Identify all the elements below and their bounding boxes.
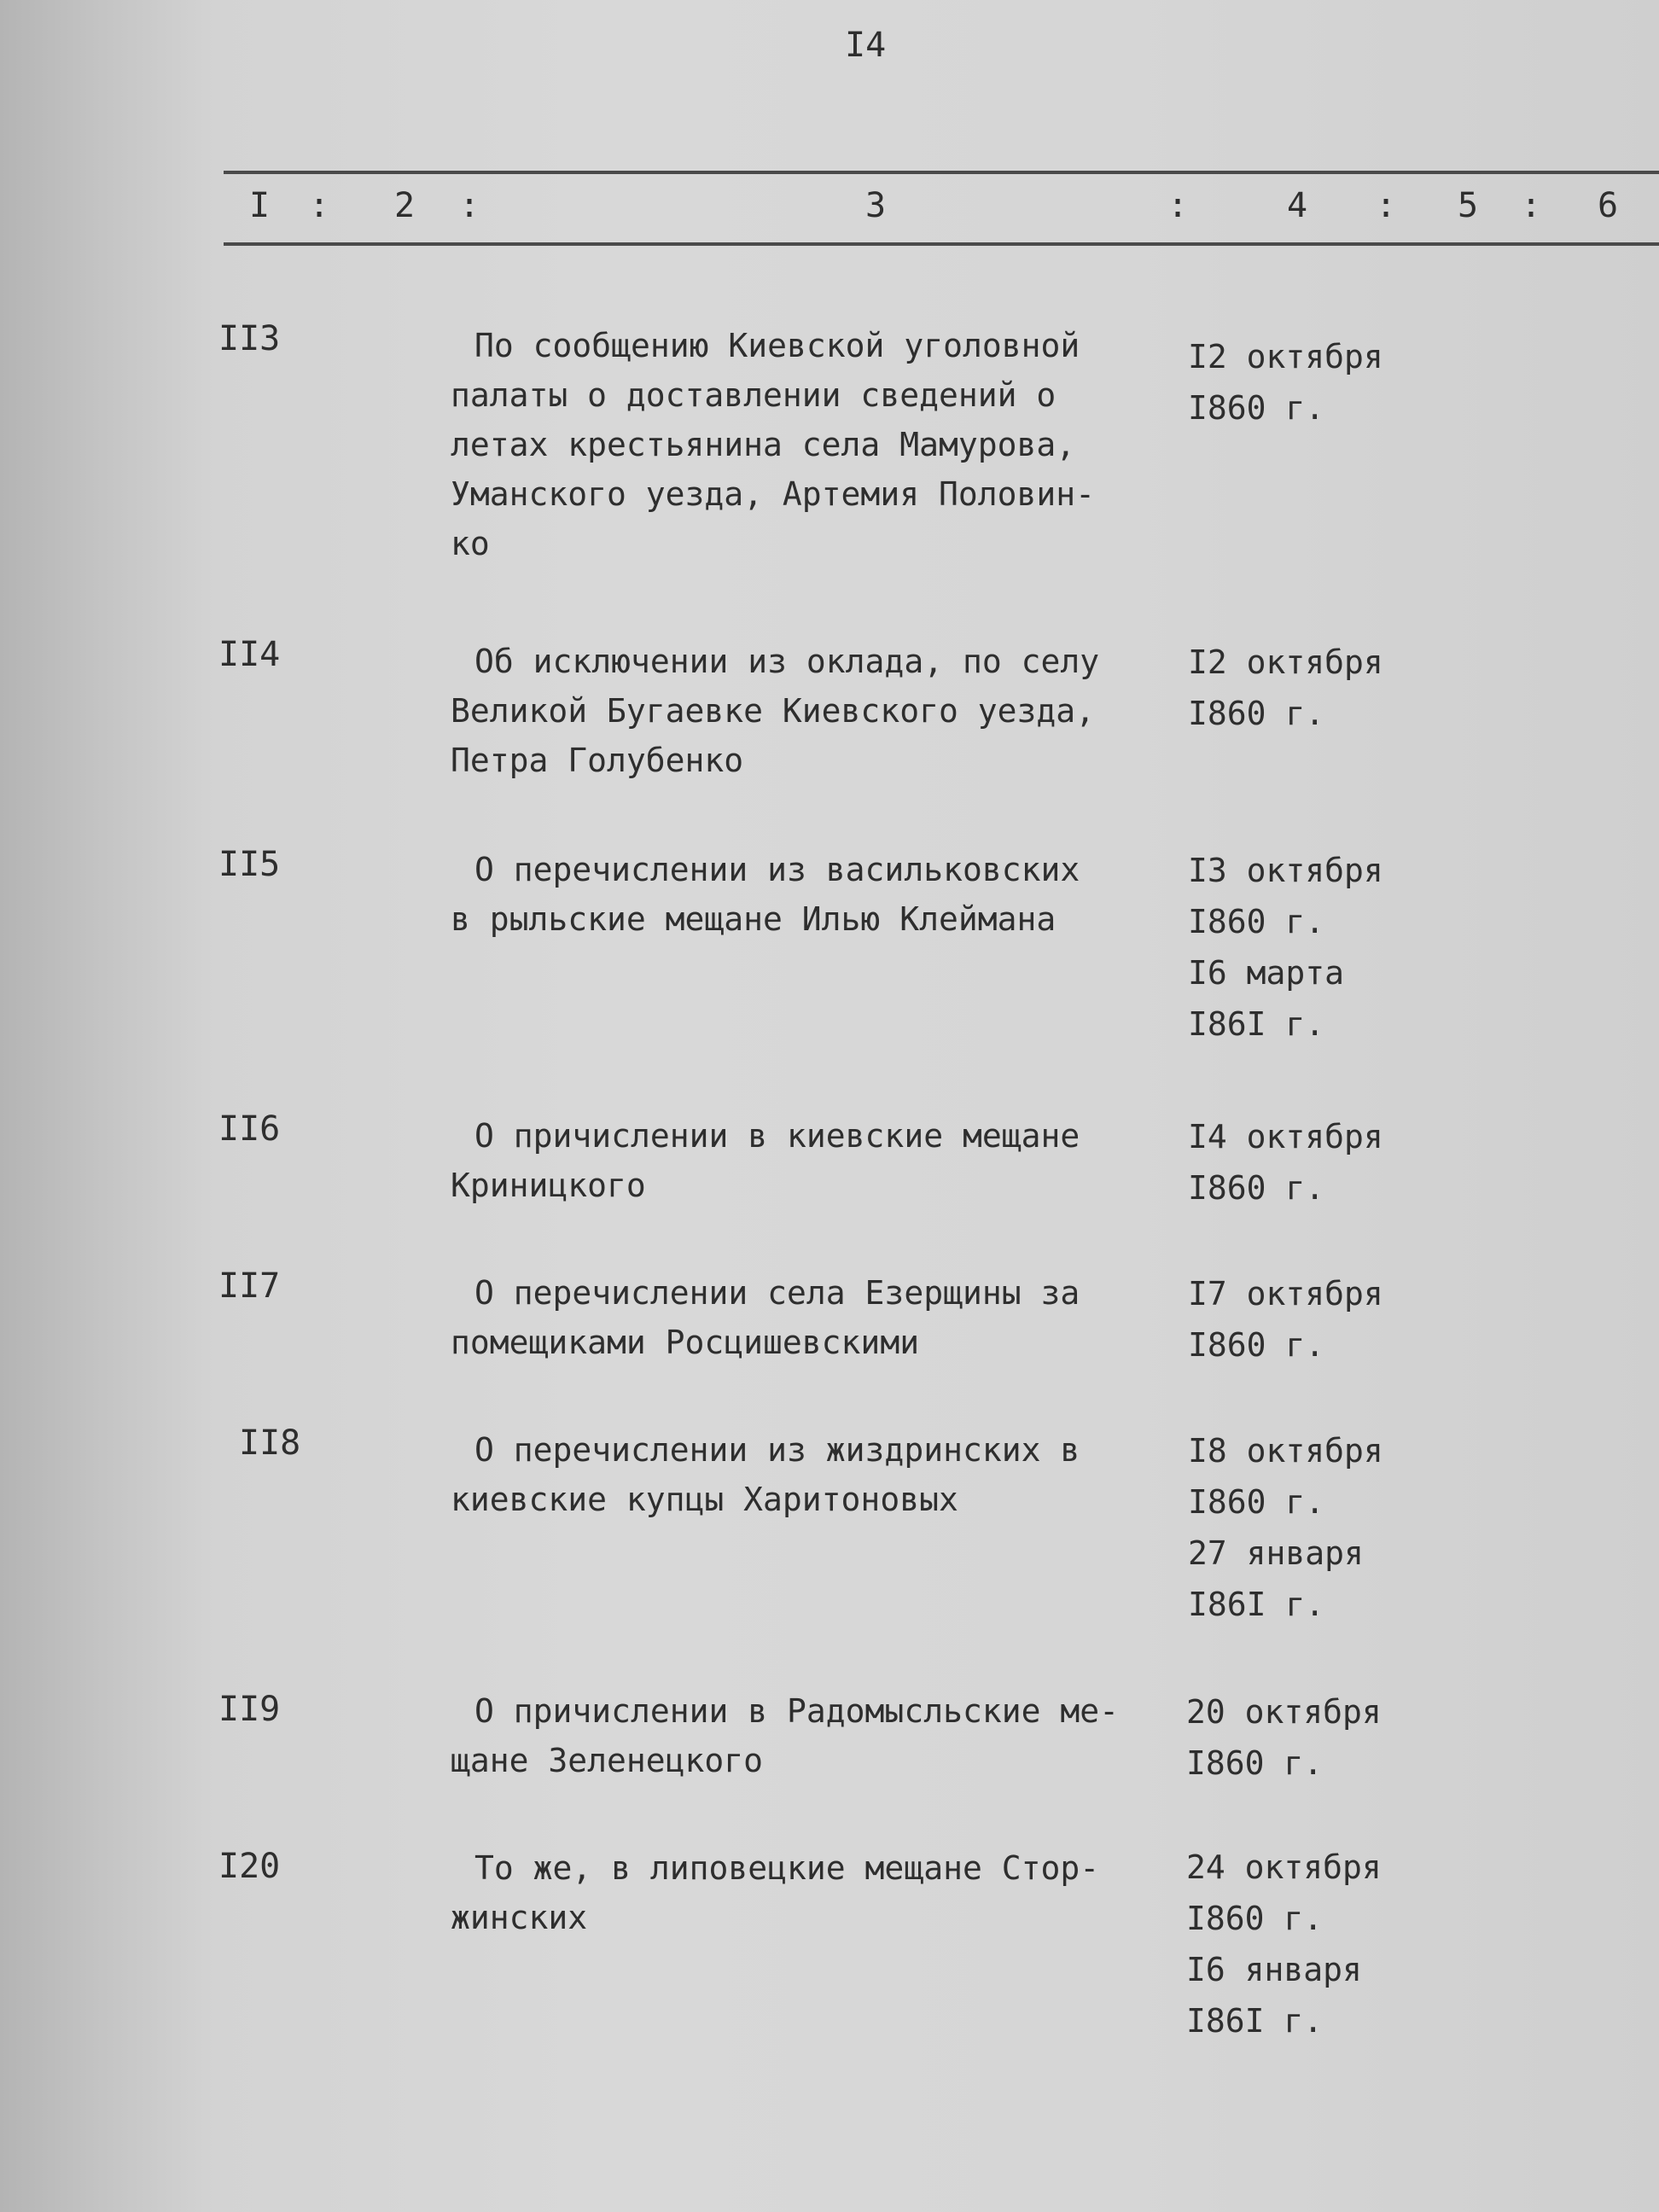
description-line: О причислении в киевские мещане <box>474 1117 1080 1155</box>
description-line: жинских <box>451 1899 588 1936</box>
header-col-5: 5 <box>1458 186 1479 225</box>
date-line: I860 г. <box>1188 1326 1325 1364</box>
date-line: I860 г. <box>1188 1483 1325 1521</box>
entry-number: II6 <box>218 1109 281 1149</box>
date-line: I860 г. <box>1188 389 1325 427</box>
date-line: I860 г. <box>1186 1900 1324 1937</box>
date-line: I7 октября <box>1188 1275 1383 1313</box>
entry-dates <box>1186 1686 1382 1789</box>
description-line: Об исключении из оклада, по селу <box>474 643 1100 680</box>
date-line: I8 октября <box>1188 1432 1383 1470</box>
description-line: летах крестьянина села Мамурова, <box>451 426 1076 463</box>
description-line: в рыльские мещане Илью Клеймана <box>451 900 1057 938</box>
description-line: Уманского уезда, Артемия Половин- <box>451 475 1095 513</box>
entry-number: II4 <box>218 635 281 674</box>
date-line: 24 октября <box>1186 1848 1382 1886</box>
entry-dates <box>1188 1268 1383 1371</box>
date-line: I6 января <box>1186 1951 1362 1988</box>
description-line: Великой Бугаевке Киевского уезда, <box>451 692 1095 730</box>
date-line: I3 октября <box>1188 852 1383 889</box>
entry-dates <box>1188 637 1383 739</box>
entry-description <box>451 845 1167 944</box>
entry-description <box>451 1268 1167 1367</box>
description-line: То же, в липовецкие мещане Стор- <box>474 1849 1100 1887</box>
date-line: 27 января <box>1188 1534 1364 1572</box>
header-rule-bottom <box>224 242 1659 246</box>
date-line: 20 октября <box>1186 1693 1382 1731</box>
description-line: О перечислении села Езерщины за <box>474 1274 1080 1312</box>
header-separator: : <box>459 186 480 225</box>
date-line: I860 г. <box>1186 1744 1324 1782</box>
date-line: I86I г. <box>1186 2002 1324 2040</box>
entry-description <box>451 1843 1167 1942</box>
entry-description <box>451 1686 1167 1785</box>
header-col-2: 2 <box>394 186 416 225</box>
description-line: киевские купцы Харитоновых <box>451 1481 958 1518</box>
date-line: I86I г. <box>1188 1005 1325 1043</box>
entry-number: II9 <box>218 1690 281 1729</box>
description-line: О перечислении из жиздринских в <box>474 1431 1080 1469</box>
description-line: помещиками Росцишевскими <box>451 1324 920 1361</box>
entry-description <box>451 1425 1167 1524</box>
description-line: По сообщению Киевской уголовной <box>474 327 1080 364</box>
date-line: I860 г. <box>1188 1169 1325 1207</box>
header-separator: : <box>309 186 330 225</box>
header-separator: : <box>1167 186 1189 225</box>
entry-description <box>451 637 1167 785</box>
header-separator: : <box>1521 186 1542 225</box>
entry-number: II3 <box>218 319 281 358</box>
entry-number: II8 <box>239 1423 301 1463</box>
entry-dates <box>1186 1842 1382 2046</box>
date-line: I860 г. <box>1188 695 1325 732</box>
entry-dates <box>1188 331 1383 434</box>
header-col-6: 6 <box>1598 186 1619 225</box>
header-col-1: I <box>249 186 271 225</box>
header-separator: : <box>1376 186 1397 225</box>
entry-number: II5 <box>218 845 281 884</box>
description-line: палаты о доставлении сведений о <box>451 376 1057 414</box>
date-line: I6 марта <box>1188 954 1345 992</box>
entry-description <box>451 1111 1167 1210</box>
date-line: I2 октября <box>1188 338 1383 375</box>
entry-description <box>451 321 1167 568</box>
header-col-3: 3 <box>865 186 887 225</box>
date-line: I860 г. <box>1188 903 1325 940</box>
page-number: I4 <box>845 26 887 65</box>
entry-dates <box>1188 845 1383 1050</box>
description-line: щане Зеленецкого <box>451 1742 764 1779</box>
description-line: О причислении в Радомысльские ме- <box>474 1692 1119 1730</box>
header-rule-top <box>224 171 1659 174</box>
entry-dates <box>1188 1111 1383 1214</box>
description-line: Петра Голубенко <box>451 742 744 779</box>
date-line: I86I г. <box>1188 1586 1325 1623</box>
date-line: I4 октября <box>1188 1118 1383 1155</box>
description-line: Криницкого <box>451 1167 646 1204</box>
date-line: I2 октября <box>1188 643 1383 681</box>
description-line: О перечислении из васильковских <box>474 851 1080 888</box>
description-line: ко <box>451 525 490 562</box>
entry-number: I20 <box>218 1847 281 1886</box>
entry-dates <box>1188 1425 1383 1630</box>
header-col-4: 4 <box>1287 186 1308 225</box>
entry-number: II7 <box>218 1266 281 1306</box>
